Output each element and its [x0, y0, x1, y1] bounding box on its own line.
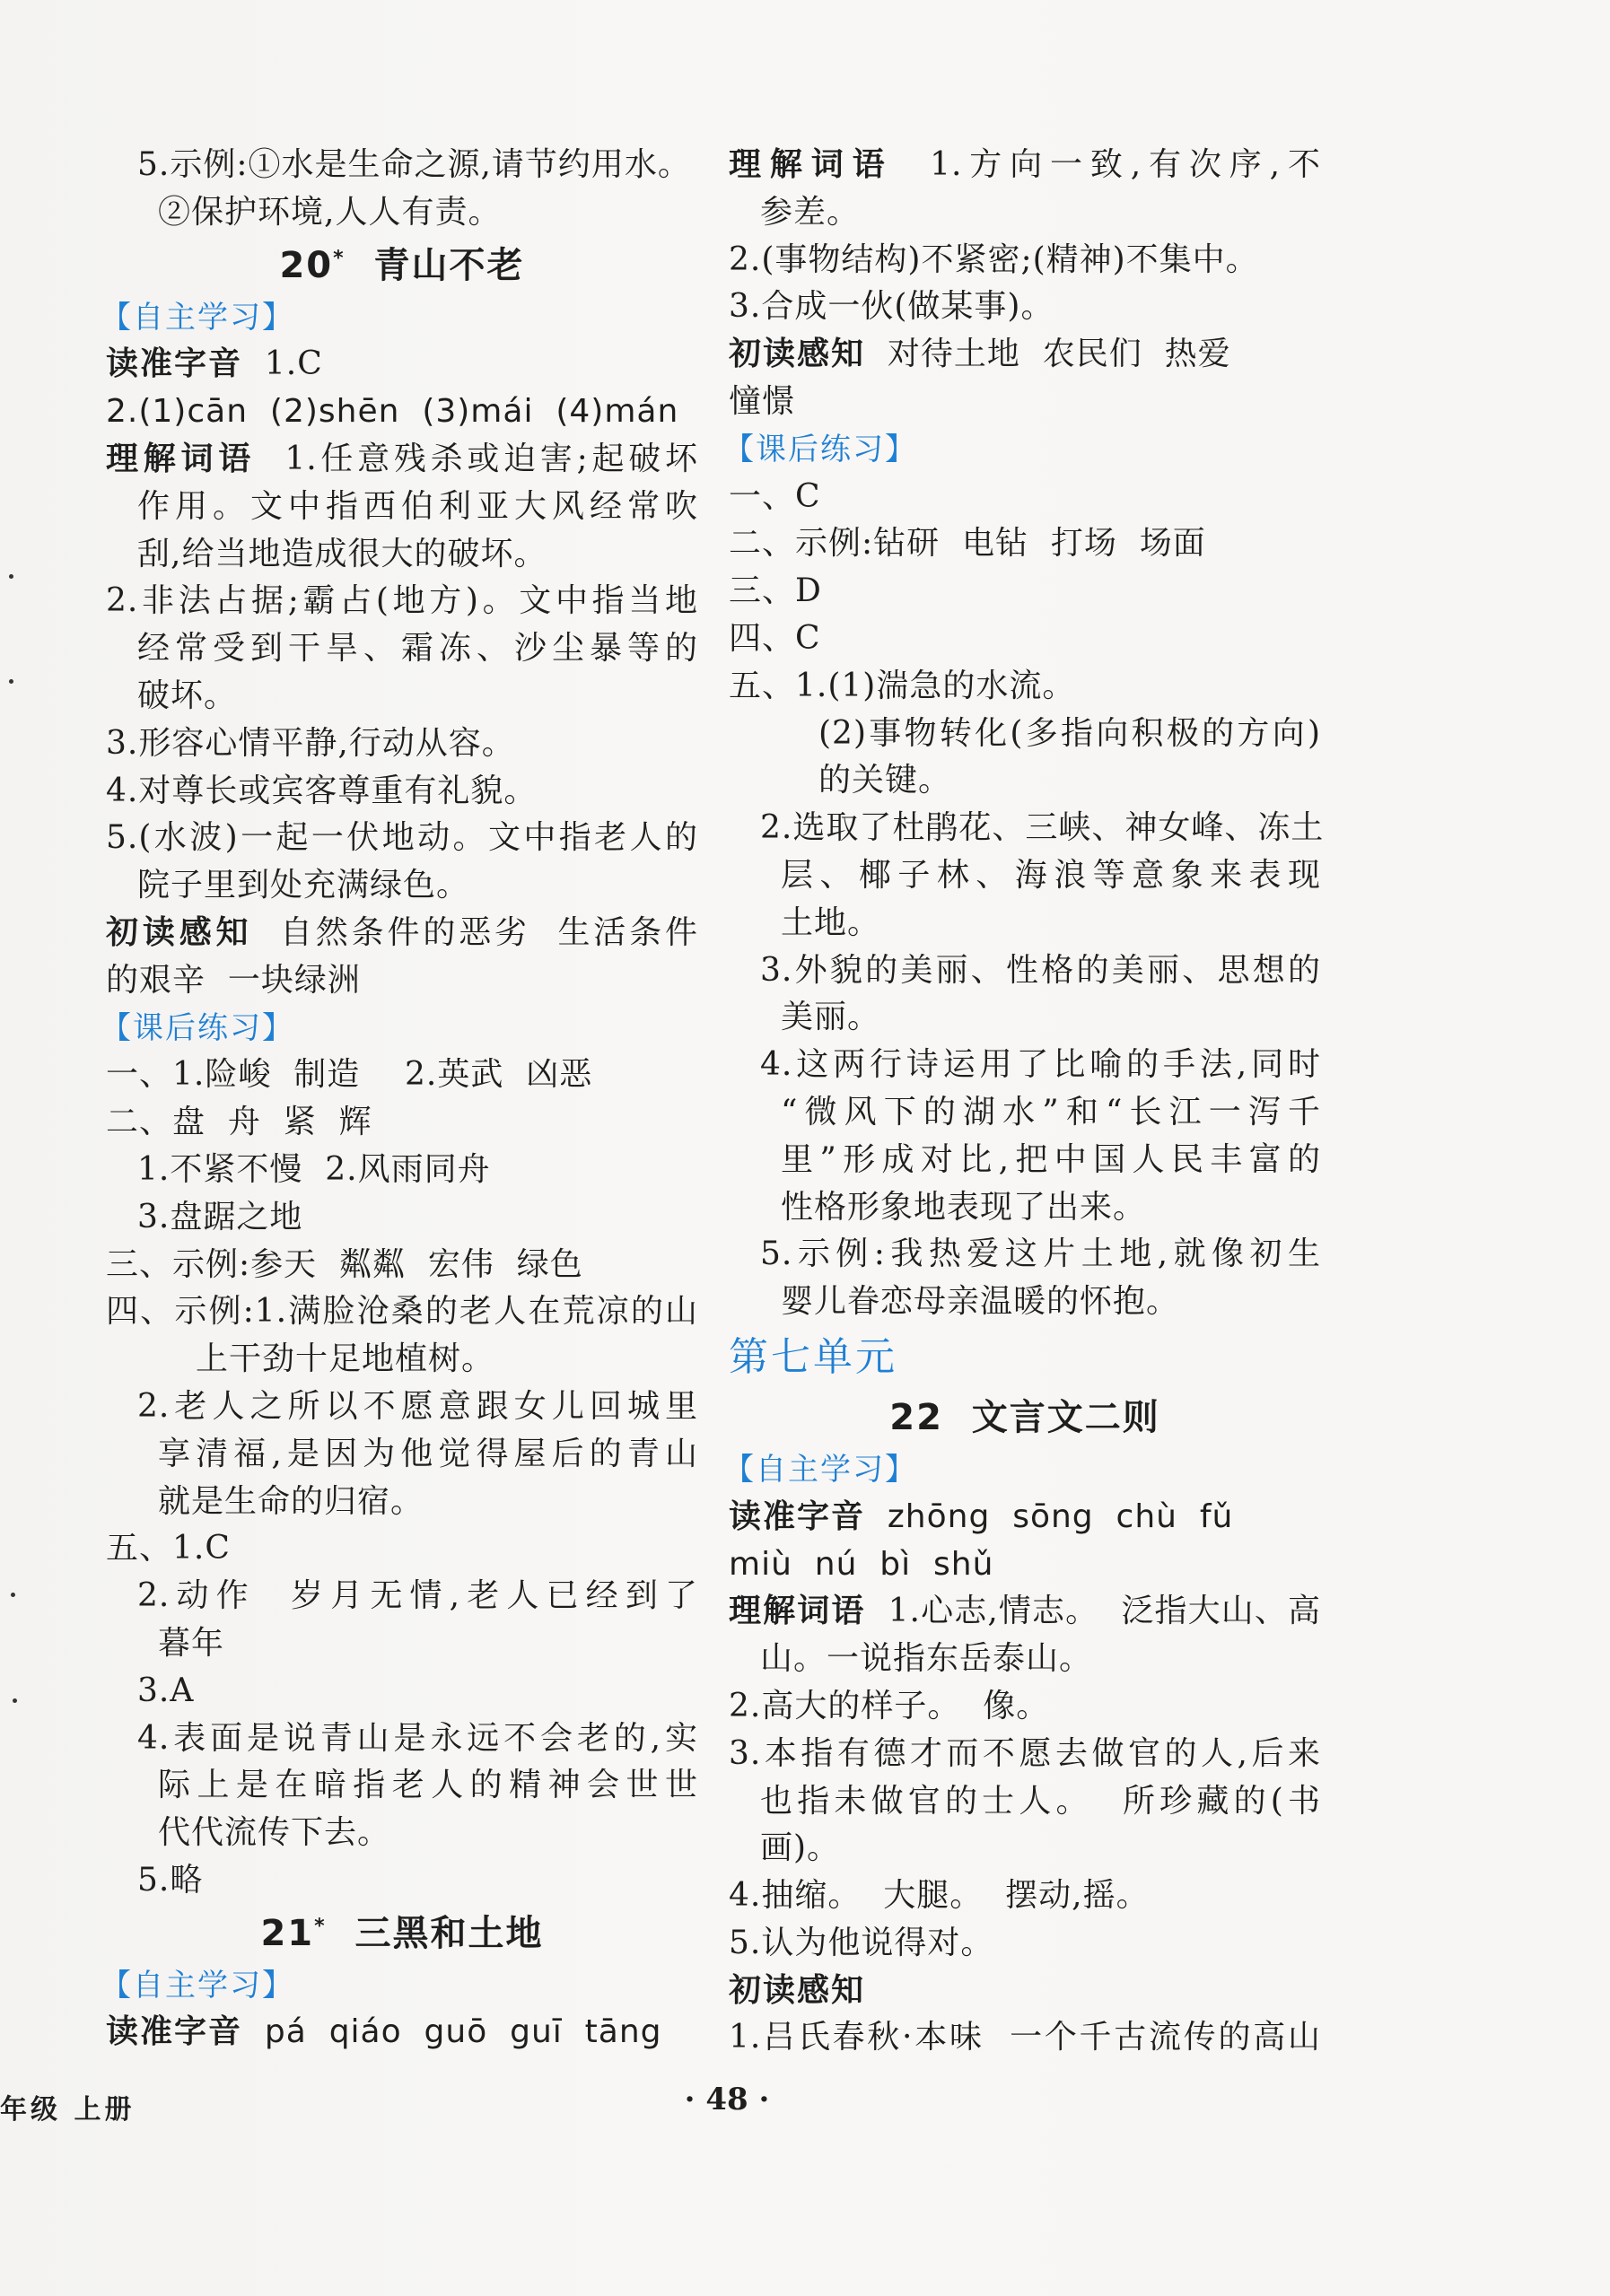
answer-line: [106, 625, 698, 673]
unit-heading: [729, 1326, 1321, 1389]
line-text: 刮,给当地造成很大的破坏。: [137, 535, 547, 572]
answer-line: [729, 189, 1321, 237]
answer-line: [106, 957, 698, 1005]
answer-line: [729, 1494, 1321, 1541]
line-text: 2.(1)cān (2)shēn (3)mái (4)mán: [106, 393, 679, 431]
answer-line: [729, 520, 1321, 568]
answer-line: [729, 1279, 1321, 1326]
answer-line: [106, 1810, 698, 1857]
answer-line: [729, 284, 1321, 331]
section-heading: [101, 294, 698, 342]
answer-line: [106, 436, 698, 484]
lesson-name: 文言文二则: [942, 1396, 1160, 1438]
answer-line: [729, 805, 1325, 852]
answer-line: [729, 1636, 1321, 1683]
line-text: 的艰辛 一块绿洲: [106, 961, 361, 999]
answer-line: [729, 2014, 1321, 2062]
line-text: 一、1.险峻 制造 2.英武 凶恶: [106, 1056, 593, 1094]
line-text: 3.盘踞之地: [137, 1198, 303, 1235]
lesson-title: [106, 237, 698, 294]
answer-line: [729, 852, 1321, 900]
answer-line: [106, 1620, 698, 1668]
answer-line: [106, 1668, 698, 1715]
answer-line: [106, 1479, 698, 1526]
answer-line: [729, 711, 1321, 758]
answer-line: [106, 720, 698, 768]
line-text: 享清福,是因为他觉得屋后的青山: [158, 1435, 698, 1472]
line-text: (2)事物转化(多指向积极的方向): [818, 714, 1321, 752]
item-label: 理解词语: [729, 146, 894, 183]
line-text: 也指未做官的士人。 所珍藏的(书: [760, 1782, 1321, 1820]
line-text: 【自主学习】: [101, 1967, 294, 2004]
line-text: 经常受到干旱、霜冻、沙尘暴等的: [137, 630, 698, 668]
line-text: 1.方向一致,有次序,不: [893, 146, 1321, 183]
line-text: pá qiáo guō guī tāng: [242, 2013, 662, 2051]
answer-line: [729, 1731, 1321, 1778]
line-text: 婴儿眷恋母亲温暖的怀抱。: [781, 1283, 1180, 1321]
answer-line: [729, 568, 1321, 615]
right-column: [723, 142, 1325, 2062]
section-heading: [101, 1962, 698, 2010]
answer-line: [729, 757, 1321, 805]
line-text: 山。一说指东岳泰山。: [760, 1640, 1093, 1678]
line-text: 【自主学习】: [101, 299, 294, 336]
line-text: 【课后练习】: [723, 431, 917, 467]
footer-grade-label: 年级 上册: [0, 2094, 136, 2126]
line-text: 的关键。: [818, 762, 952, 799]
line-text: miù nú bì shǔ: [729, 1545, 994, 1583]
item-label: 读准字音: [106, 2013, 243, 2051]
answer-line: [106, 531, 698, 579]
answer-line: [106, 1099, 698, 1147]
line-text: 土地。: [781, 904, 881, 941]
margin-mark: [13, 1698, 17, 1703]
self-study-mark: *: [314, 1915, 327, 1938]
line-text: 2.选取了杜鹃花、三峡、神女峰、冻土: [760, 809, 1325, 847]
line-text: 5.示例:①水是生命之源,请节约用水。: [137, 146, 691, 183]
line-text: 五、1.C: [106, 1530, 231, 1567]
left-column: [101, 142, 698, 2056]
answer-line: [729, 994, 1321, 1042]
line-text: 5.认为他说得对。: [729, 1924, 994, 1961]
section-heading: [101, 1005, 698, 1052]
line-text: 3.形容心情平静,行动从容。: [106, 724, 515, 762]
line-text: 3.A: [137, 1672, 195, 1709]
line-text: 1.C: [242, 345, 323, 383]
line-text: 四、C: [729, 619, 821, 657]
lesson-number: 20: [279, 244, 334, 286]
line-text: 际上是在暗指老人的精神会世世: [158, 1767, 698, 1804]
answer-line: [729, 474, 1321, 521]
answer-line: [729, 237, 1321, 284]
line-text: 1.不紧不慢 2.风雨同舟: [137, 1150, 491, 1188]
line-text: 上干劲十足地植树。: [196, 1340, 495, 1378]
line-text: 2.老人之所以不愿意跟女儿回城里: [137, 1387, 698, 1425]
answer-line: [106, 1242, 698, 1289]
line-text: 三、D: [729, 572, 822, 610]
line-text: 【课后练习】: [101, 1009, 294, 1046]
line-text: 代代流传下去。: [158, 1814, 391, 1852]
margin-mark: [11, 1593, 15, 1597]
line-text: 第七单元: [729, 1333, 897, 1380]
line-text: 1.心志,情志。 泛指大山、高: [865, 1593, 1321, 1630]
answer-line: [106, 341, 698, 388]
line-text: 就是生命的归宿。: [158, 1482, 424, 1520]
item-label: 读准字音: [106, 345, 243, 383]
answer-line: [729, 142, 1321, 189]
line-text: ②保护环境,人人有责。: [158, 193, 502, 231]
answer-line: [106, 2009, 698, 2056]
answer-line: [106, 673, 698, 720]
answer-line: [729, 615, 1321, 663]
answer-line: [729, 900, 1321, 947]
line-text: zhōng sōng chù fǔ: [865, 1497, 1234, 1535]
answer-line: [106, 1194, 698, 1242]
line-text: “微风下的湖水”和“长江一泻千: [781, 1093, 1321, 1131]
line-text: 3.外貌的美丽、性格的美丽、思想的: [760, 951, 1321, 989]
answer-line: [106, 578, 698, 625]
item-label: 初读感知: [729, 1971, 866, 2009]
line-text: 对待土地 农民们 热爱: [865, 336, 1231, 373]
answer-line: [729, 379, 1321, 426]
line-text: 里”形成对比,把中国人民丰富的: [781, 1140, 1321, 1178]
line-text: 1.吕氏春秋·本味 一个千古流传的高山: [729, 2019, 1321, 2056]
answer-line: [729, 663, 1321, 711]
answer-line: [729, 1541, 1321, 1589]
self-study-mark: *: [333, 247, 346, 270]
line-text: 破坏。: [137, 677, 238, 714]
line-text: 暮年: [158, 1624, 225, 1662]
answer-line: [729, 1968, 1321, 2015]
lesson-title: [106, 1905, 698, 1962]
line-text: 2.非法占据;霸占(地方)。文中指当地: [106, 582, 698, 620]
answer-line: [729, 1137, 1321, 1184]
lesson-name: 三黑和土地: [326, 1912, 544, 1954]
answer-line: [729, 1683, 1321, 1731]
item-label: 读准字音: [729, 1497, 866, 1535]
answer-line: [729, 1042, 1321, 1089]
line-text: 四、示例:1.满脸沧桑的老人在荒凉的山: [106, 1293, 698, 1331]
answer-line: [106, 910, 698, 957]
line-text: 三、示例:参天 粼粼 宏伟 绿色: [106, 1245, 583, 1283]
page-number: · 48 ·: [684, 2082, 770, 2117]
line-text: 2.(事物结构)不紧密;(精神)不集中。: [729, 240, 1259, 278]
item-label: 初读感知: [106, 913, 253, 951]
line-text: 4.抽缩。 大腿。 摆动,摇。: [729, 1877, 1150, 1915]
line-text: 2.动作 岁月无情,老人已经到了: [137, 1577, 698, 1615]
line-text: 【自主学习】: [723, 1451, 917, 1488]
line-text: 院子里到处充满绿色。: [137, 867, 470, 904]
answer-line: [729, 331, 1321, 379]
section-heading: [723, 1446, 1321, 1494]
answer-line: [106, 1857, 698, 1905]
line-text: 五、1.(1)湍急的水流。: [729, 667, 1076, 704]
margin-mark: [9, 574, 13, 579]
answer-line: [729, 1825, 1321, 1873]
answer-line: [729, 1873, 1321, 1920]
line-text: 5.略: [137, 1861, 204, 1899]
answer-line: [106, 1525, 698, 1573]
answer-line: [106, 1052, 698, 1099]
answer-line: [106, 189, 698, 237]
margin-mark: [9, 679, 13, 684]
section-heading: [723, 426, 1321, 474]
line-text: 3.合成一伙(做某事)。: [729, 288, 1054, 326]
line-text: 美丽。: [781, 999, 881, 1036]
answer-line: [106, 862, 698, 910]
line-text: 自然条件的恶劣 生活条件: [252, 913, 698, 951]
answer-line: [729, 1588, 1321, 1636]
line-text: 4.对尊长或宾客尊重有礼貌。: [106, 772, 538, 809]
answer-line: [106, 142, 698, 189]
line-text: 憧憬: [729, 382, 796, 420]
line-text: 作用。文中指西伯利亚大风经常吹: [137, 487, 698, 525]
line-text: 5.(水波)一起一伏地动。文中指老人的: [106, 819, 698, 857]
item-label: 理解词语: [729, 1593, 866, 1630]
line-text: 二、盘 舟 紧 辉: [106, 1104, 372, 1141]
answer-line: [729, 1778, 1321, 1826]
line-text: 一、C: [729, 477, 821, 515]
item-label: 初读感知: [729, 336, 866, 373]
answer-line: [106, 1384, 698, 1431]
item-label: 理解词语: [106, 440, 256, 477]
lesson-title: [729, 1389, 1321, 1446]
lesson-number: 22: [889, 1396, 943, 1438]
answer-line: [729, 1920, 1321, 1968]
answer-line: [106, 388, 698, 436]
answer-line: [729, 1184, 1321, 1232]
line-text: 画)。: [760, 1829, 841, 1867]
line-text: 5.示例:我热爱这片土地,就像初生: [760, 1235, 1321, 1273]
lesson-number: 21: [260, 1912, 315, 1954]
line-text: 4.这两行诗运用了比喻的手法,同时: [760, 1046, 1321, 1084]
answer-line: [106, 1288, 698, 1336]
answer-line: [106, 1336, 698, 1384]
line-text: 层、椰子林、海浪等意象来表现: [781, 856, 1321, 894]
answer-line: [106, 1715, 698, 1763]
lesson-name: 青山不老: [345, 244, 525, 286]
answer-line: [106, 1431, 698, 1479]
answer-line: [729, 1089, 1321, 1137]
line-text: 4.表面是说青山是永远不会老的,实: [137, 1719, 698, 1757]
answer-line: [729, 947, 1321, 995]
answer-line: [106, 1762, 698, 1810]
answer-line: [106, 815, 698, 862]
line-text: 二、示例:钻研 电钻 打场 场面: [729, 525, 1206, 563]
answer-line: [106, 484, 698, 531]
line-text: 2.高大的样子。 像。: [729, 1687, 1050, 1724]
line-text: 参差。: [760, 193, 861, 231]
answer-line: [106, 1573, 698, 1620]
line-text: 性格形象地表现了出来。: [781, 1188, 1147, 1226]
line-text: 3.本指有德才而不愿去做官的人,后来: [729, 1734, 1321, 1772]
line-text: 1.任意残杀或迫害;起破坏: [255, 440, 698, 477]
answer-line: [106, 768, 698, 816]
answer-line: [106, 1147, 698, 1194]
answer-line: [729, 1231, 1321, 1279]
